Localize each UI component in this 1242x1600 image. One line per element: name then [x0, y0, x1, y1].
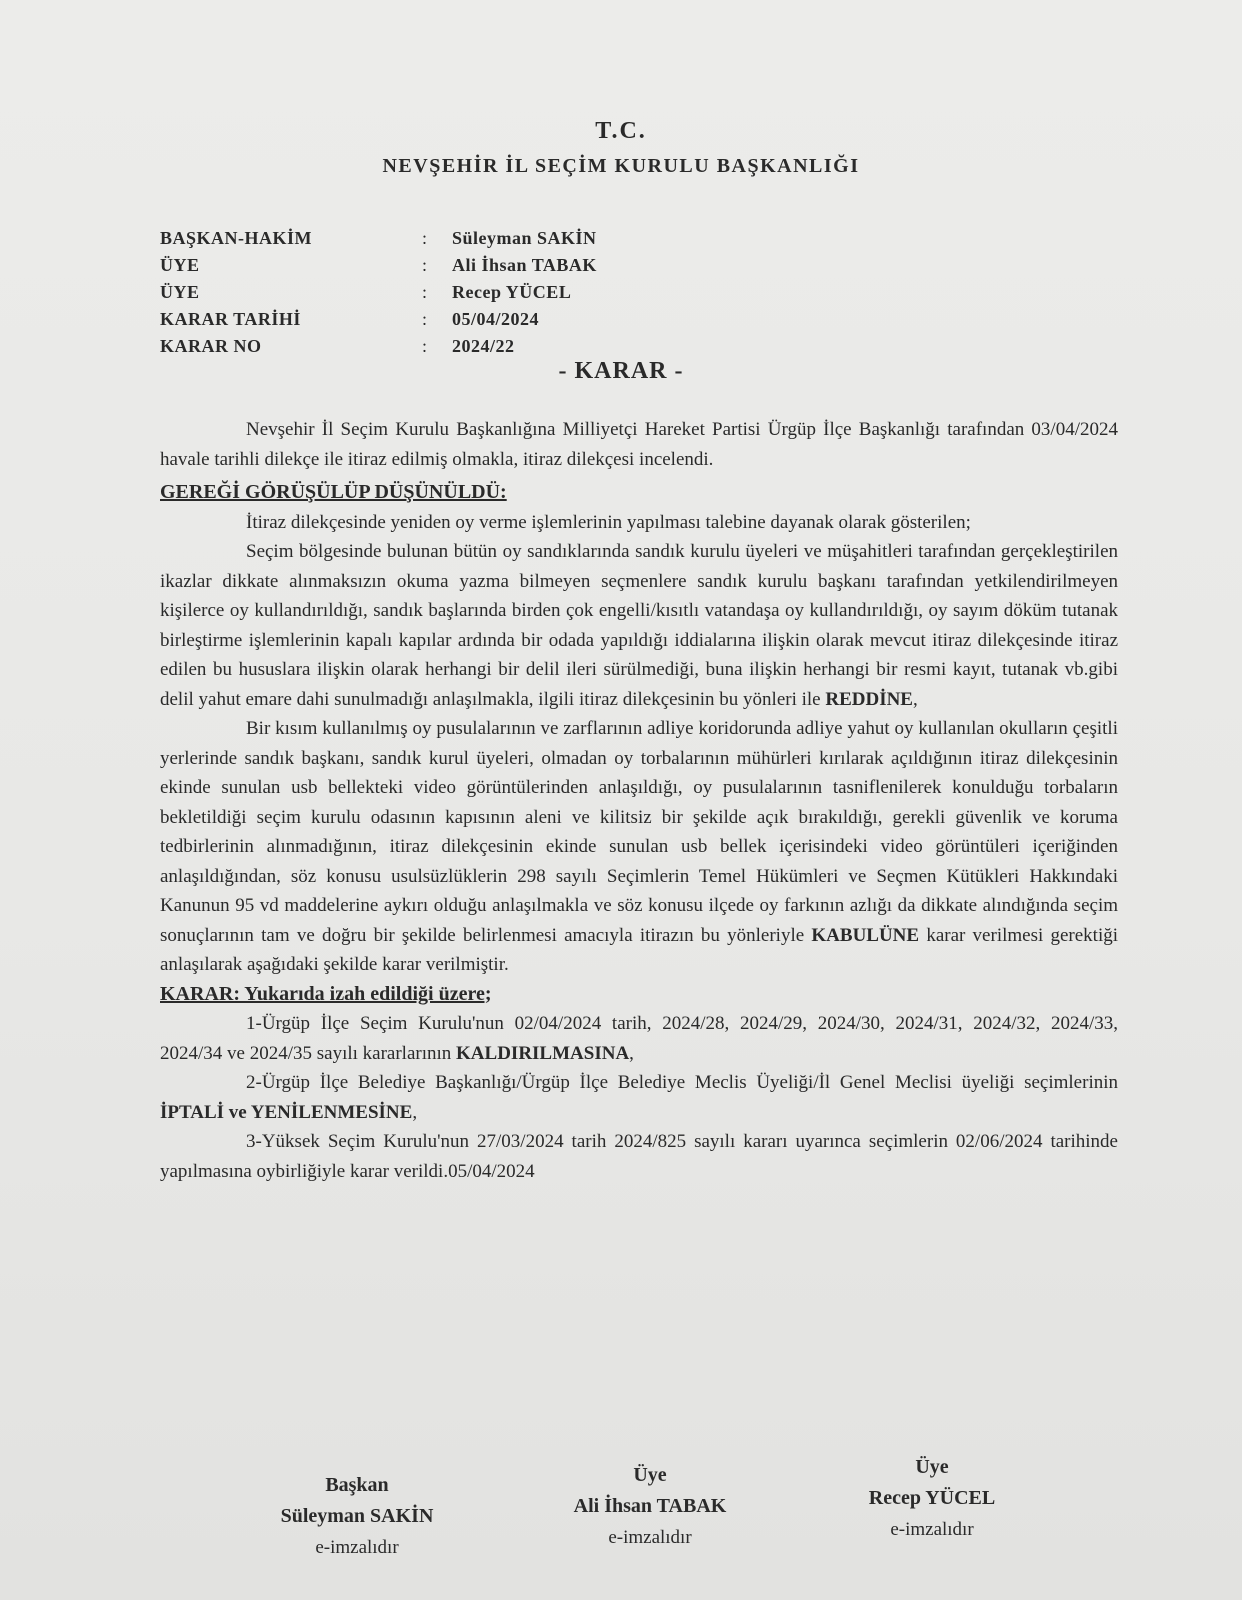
e-signature-note: e-imzalıdır [315, 1537, 399, 1558]
signature-name: Süleyman SAKİN [280, 1505, 434, 1527]
meta-label: KARAR TARİHİ [160, 309, 301, 329]
meta-colon: : [422, 282, 428, 302]
meta-row-member-1 [160, 252, 720, 279]
intro-paragraph: Nevşehir İl Seçim Kurulu Başkanlığına Milliyetçi Hareket Partisi Ürgüp İlçe Başkanlığı tarafından 03/04/2024 havale tarihli dilekçe ile itiraz edilmiş olmakla, itiraz dilekçesi incelendi. [160, 419, 1118, 470]
signature-role: Üye [633, 1464, 667, 1486]
meta-colon: : [422, 255, 428, 275]
header-tc: T.C. [595, 118, 647, 144]
meta-value: 05/04/2024 [452, 309, 540, 329]
meta-value: Ali İhsan TABAK [452, 255, 597, 275]
verdict-heading: KARAR: Yukarıda izah edildiği üzere; [160, 982, 492, 1005]
meta-value: 2024/22 [452, 336, 515, 356]
decision-meta [160, 225, 720, 360]
meta-label: BAŞKAN-HAKİM [160, 228, 313, 248]
paragraph-text: 2-Ürgüp İlçe Belediye Başkanlığı/Ürgüp İlçe Belediye Meclis Üyeliği/İl Genel Meclisi üyeliği seçimlerinin [246, 1072, 1118, 1093]
meta-row-decision-number [160, 333, 720, 360]
header-organization: NEVŞEHİR İL SEÇİM KURULU BAŞKANLIĞI [382, 155, 860, 177]
e-signature-note: e-imzalıdır [608, 1527, 692, 1548]
signature-block [0, 1458, 1242, 1578]
meta-row-member-2 [160, 279, 720, 306]
meta-label: ÜYE [160, 282, 200, 302]
signature-role: Başkan [325, 1474, 389, 1496]
meta-row-chair [160, 225, 720, 252]
e-signature-note: e-imzalıdır [890, 1519, 974, 1540]
acceptance-paragraph [160, 714, 1118, 980]
paragraph-text: , [629, 1042, 634, 1064]
signature-member-1 [510, 1460, 790, 1553]
decision-body [160, 415, 1118, 1186]
meta-row-decision-date [160, 306, 720, 333]
signature-role: Üye [915, 1456, 949, 1478]
paragraph-text: Bir kısım kullanılmış oy pusulalarının ve zarflarının adliye koridorunda adliye yahut oy kullanılan okulların çeşitli yerlerinde sandık başkanı, sandık kurul üyeleri, olmadan oy torbalarının mühürleri kırılarak açıldığının itiraz dilekçesinin ekinde sunulan usb bellekteki video görüntülerinden anlaşıldığı, oy pusulalarının tasniflenilerek konulduğu torbaların bekletildiği seçim kurulu odasının kapısının aleni ve kilitsiz bir şekilde açık bırakıldığı, gerekli güvenlik ve koruma tedbirlerinin alınmadığının, itiraz dilekçesinin ekinde sunulan usb bellek içerisindeki video görüntüleri içeriğinden anlaşıldığından, söz konusu usulsüzlüklerin 298 sayılı Seçimlerin Temel Hükümleri ve Seçmen Kütükleri Hakkındaki Kanunun 95 vd maddelerine aykırı olduğu anlaşılmakla ve söz konusu ilçede oy farkının azlığı da dikkate alındığında seçim sonuçlarının tam ve doğru bir şekilde belirlenmesi amacıyla itirazın bu yönleriyle [160, 718, 1118, 946]
paragraph-text: Seçim bölgesinde bulunan bütün oy sandıklarında sandık kurulu üyeleri ve müşahitleri tarafından gerçekleştirilen ikazlar dikkate alınmaksızın okuma yazma bilmeyen seçmenlere sandık kurulu başkanı tarafından yetkilendirilmeyen kişilerce oy kullandırıldığı, sandık başlarında birden çok engelli/kısıtlı vatandaşa oy kullandırıldığı, oy sayım döküm tutanak birleştirme işlemlerinin kapalı kapılar ardında bir odada yapıldığı iddialarına ilişkin olarak mevcut itiraz dilekçesinde itiraz edilen bu hususlara ilişkin olarak herhangi bir delil ileri sürülmediği, buna ilişkin herhangi bir resmi kayıt, tutanak vb.gibi delil yahut emare dahi sunulmadığı anlaşılmakla, ilgili itiraz dilekçesinin bu yönleri ile [160, 541, 1118, 710]
paragraph-text: 1-Ürgüp İlçe Seçim Kurulu'nun 02/04/2024 tarih, 2024/28, 2024/29, 2024/30, 2024/31, 2024/32, 2024/33, 2024/34 ve 2024/35 sayılı kararlarının [160, 1013, 1118, 1064]
decision-title: - KARAR - [558, 358, 684, 384]
objection-paragraph: İtiraz dilekçesinde yeniden oy verme işlemlerinin yapılması talebine dayanak olarak gösterilen; [246, 511, 971, 533]
deliberation-heading: GEREĞİ GÖRÜŞÜLÜP DÜŞÜNÜLDÜ: [160, 481, 507, 503]
meta-label: KARAR NO [160, 336, 262, 356]
verdict-item-2 [160, 1068, 1118, 1127]
meta-colon: : [422, 309, 428, 329]
signature-name: Ali İhsan TABAK [573, 1495, 727, 1517]
rejection-keyword: REDDİNE [825, 688, 913, 710]
meta-colon: : [422, 336, 428, 356]
verdict-keyword: İPTALİ ve YENİLENMESİNE [160, 1101, 413, 1123]
meta-colon: : [422, 228, 428, 248]
paragraph-text: , [412, 1101, 418, 1123]
paragraph-text: , [912, 688, 918, 710]
meta-value: Süleyman SAKİN [452, 228, 597, 248]
meta-label: ÜYE [160, 255, 200, 275]
verdict-item-1 [160, 1009, 1118, 1068]
verdict-item-3: 3-Yüksek Seçim Kurulu'nun 27/03/2024 tarih 2024/825 sayılı kararı uyarınca seçimlerin 02/06/2024 tarihinde yapılmasına oybirliğiyle karar verildi.05/04/2024 [160, 1131, 1118, 1182]
paragraph-text: karar verilmesi gerektiği anlaşılarak aşağıdaki şekilde karar verilmiştir. [160, 924, 1119, 975]
meta-value: Recep YÜCEL [452, 282, 572, 302]
signature-member-2 [792, 1452, 1072, 1545]
signature-name: Recep YÜCEL [868, 1487, 996, 1509]
rejection-paragraph [160, 537, 1118, 714]
signature-chair [217, 1470, 497, 1563]
verdict-keyword: KALDIRILMASINA [456, 1042, 630, 1064]
acceptance-keyword: KABULÜNE [811, 924, 920, 946]
